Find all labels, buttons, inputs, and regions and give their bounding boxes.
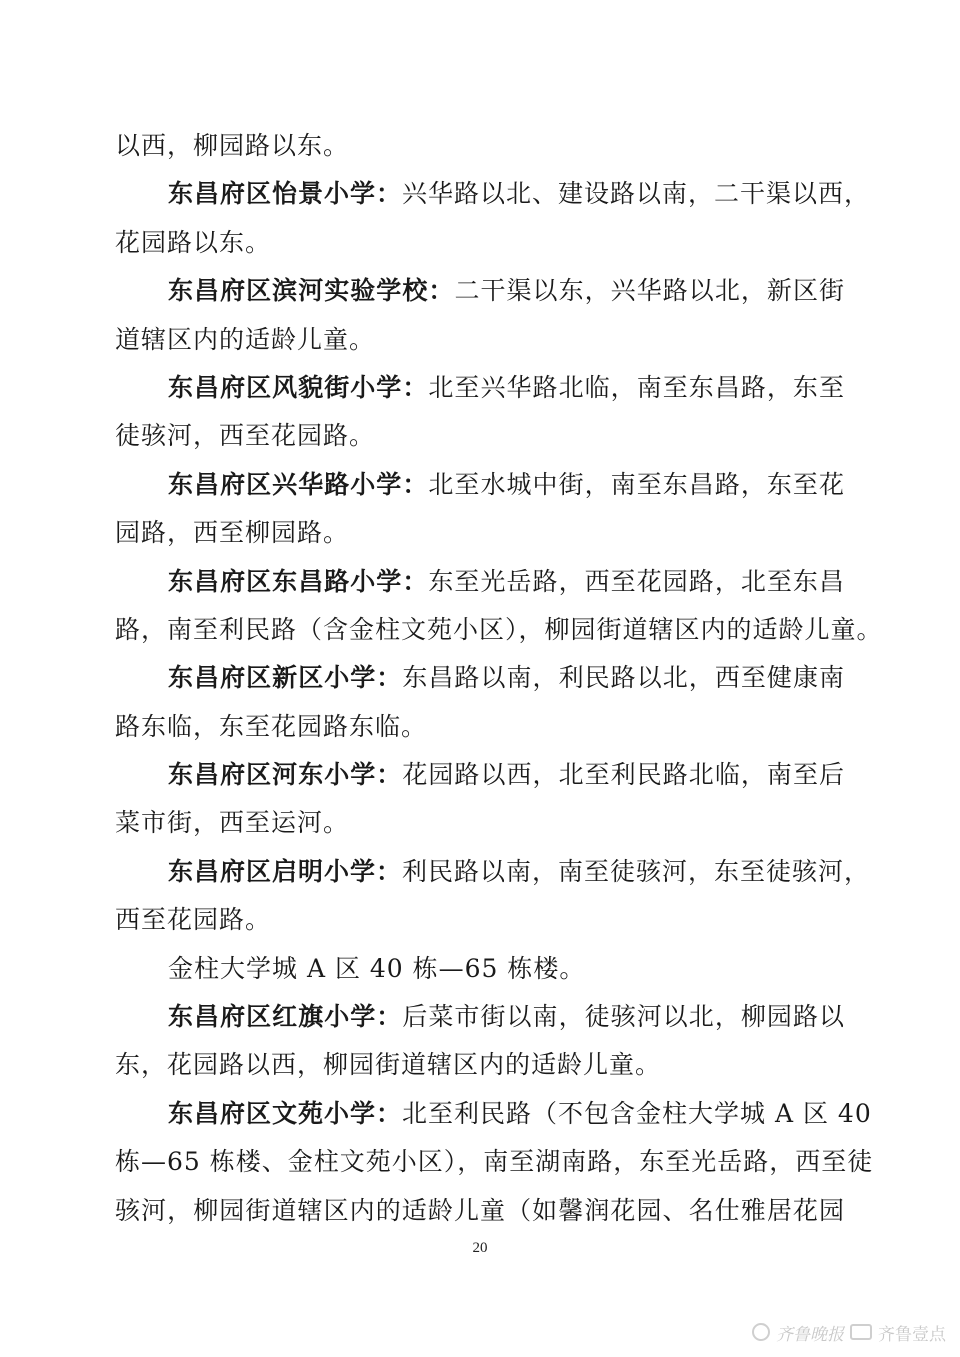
text-line xyxy=(115,1138,874,1186)
media-box-icon xyxy=(850,1324,872,1340)
brand-logo-icon xyxy=(752,1323,770,1341)
school-name: 东昌府区怡景小学： xyxy=(168,179,403,209)
text-segment: 以西，柳园路以东。 xyxy=(115,131,350,160)
text-line xyxy=(115,654,845,702)
watermark-brand-2: 齐鲁壹点 xyxy=(878,1324,946,1345)
school-name: 东昌府区风貌街小学： xyxy=(168,372,429,402)
text-line xyxy=(115,509,845,557)
text-line xyxy=(115,703,845,751)
text-line xyxy=(115,848,871,896)
text-segment: 后菜市街以南，徒骇河以北，柳园路以 xyxy=(402,1002,845,1032)
text-segment: 菜市街，西至运河。 xyxy=(115,808,350,838)
text-segment: 兴华路以北、建设路以南，二干渠以西， xyxy=(402,179,871,209)
school-name: 东昌府区文苑小学： xyxy=(168,1098,403,1128)
text-segment: 北至利民路（不包含金柱大学城 A 区 40 xyxy=(402,1098,872,1128)
text-line xyxy=(115,799,845,847)
text-segment: 利民路以南，南至徒骇河，东至徒骇河， xyxy=(402,856,871,886)
text-line xyxy=(115,267,845,315)
text-line xyxy=(115,945,845,993)
school-name: 东昌府区红旗小学： xyxy=(168,1002,403,1032)
school-name: 东昌府区新区小学： xyxy=(168,663,403,693)
text-segment: 园路，西至柳园路。 xyxy=(115,518,350,548)
text-segment: 花园路以东。 xyxy=(115,227,272,257)
school-name: 东昌府区启明小学： xyxy=(168,856,403,886)
text-segment: 北至兴华路北临，南至东昌路，东至 xyxy=(428,372,845,402)
text-segment: 东昌路以南，利民路以北，西至健康南 xyxy=(402,663,845,693)
text-line xyxy=(115,1187,845,1235)
document-body xyxy=(115,122,883,1235)
text-line xyxy=(115,122,845,170)
watermark xyxy=(752,1318,946,1346)
text-line xyxy=(115,364,845,412)
text-segment: 西至花园路。 xyxy=(115,905,272,935)
text-line xyxy=(115,316,845,364)
text-segment: 二干渠以东，兴华路以北，新区街 xyxy=(454,276,845,306)
text-segment: 金柱大学城 A 区 40 栋—65 栋楼。 xyxy=(168,953,586,983)
text-segment: 东，花园路以西，柳园街道辖区内的适龄儿童。 xyxy=(115,1050,662,1080)
text-line xyxy=(115,896,845,944)
text-segment: 路东临，东至花园路东临。 xyxy=(115,711,428,741)
text-segment: 道辖区内的适龄儿童。 xyxy=(115,324,376,354)
text-segment: 花园路以西，北至利民路北临，南至后 xyxy=(402,760,845,790)
text-segment: 东至光岳路，西至花园路，北至东昌 xyxy=(428,566,845,596)
school-name: 东昌府区东昌路小学： xyxy=(168,566,429,596)
watermark-brand-1: 齐鲁晚报 xyxy=(776,1324,844,1345)
school-name: 东昌府区滨河实验学校： xyxy=(168,276,455,306)
text-line xyxy=(115,993,845,1041)
text-segment: 栋—65 栋楼、金柱文苑小区），南至湖南路，东至光岳路，西至徒 xyxy=(115,1147,874,1177)
text-segment: 北至水城中街，南至东昌路，东至花 xyxy=(428,469,845,499)
text-line xyxy=(115,1041,845,1089)
text-line xyxy=(115,170,871,218)
text-line xyxy=(115,606,883,654)
school-name: 东昌府区兴华路小学： xyxy=(168,469,429,499)
text-line xyxy=(115,461,845,509)
text-line xyxy=(115,751,845,799)
text-segment: 徒骇河，西至花园路。 xyxy=(115,421,376,451)
text-line xyxy=(115,1090,872,1138)
school-name: 东昌府区河东小学： xyxy=(168,760,403,790)
text-segment: 骇河，柳园街道辖区内的适龄儿童（如馨润花园、名仕雅居花园 xyxy=(115,1195,845,1225)
page-number: 20 xyxy=(472,1240,488,1256)
text-line xyxy=(115,219,845,267)
text-line xyxy=(115,558,845,606)
text-line xyxy=(115,412,845,460)
text-segment: 路，南至利民路（含金柱文苑小区），柳园街道辖区内的适龄儿童。 xyxy=(115,614,883,644)
